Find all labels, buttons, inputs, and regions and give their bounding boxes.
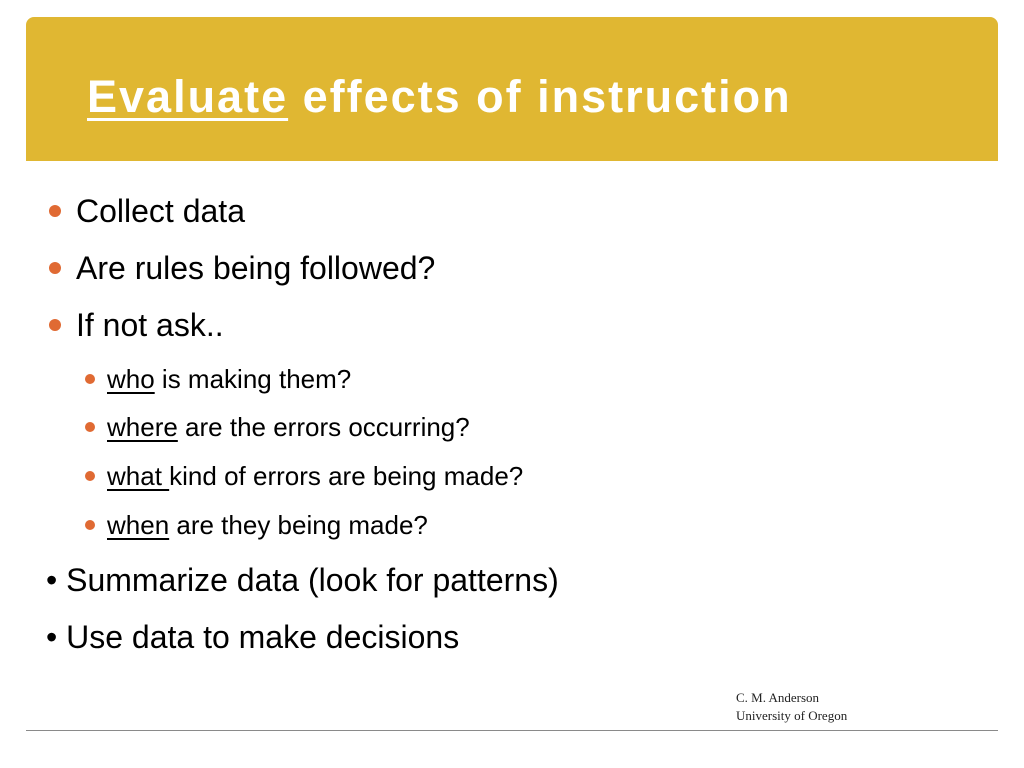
bullet-rules-followed	[76, 249, 435, 287]
author-credit	[736, 689, 847, 725]
bullet-if-not-ask	[76, 306, 224, 344]
sub-bullet-keyword: what	[107, 461, 170, 491]
sub-bullet-what	[107, 460, 523, 492]
bullet-text: Are rules being followed?	[76, 250, 436, 286]
sub-bullet-keyword: where	[107, 412, 178, 442]
sub-bullet-dot-icon	[85, 422, 95, 432]
bullet-text: If not ask..	[76, 307, 224, 343]
sub-bullet-text: kind of errors are being made?	[169, 461, 524, 491]
sub-bullet-dot-icon	[85, 471, 95, 481]
sub-bullet-when	[107, 509, 428, 541]
author-affiliation: University of Oregon	[736, 708, 848, 723]
bullet-dot-icon	[49, 262, 61, 274]
sub-bullet-who	[107, 363, 351, 395]
sub-bullet-text: are they being made?	[169, 510, 428, 540]
bullet-summarize-data	[46, 561, 559, 599]
sub-bullet-dot-icon	[85, 520, 95, 530]
sub-bullet-where	[107, 411, 470, 443]
bullet-text: • Use data to make decisions	[46, 619, 460, 655]
bullet-text: • Summarize data (look for patterns)	[46, 562, 559, 598]
bullet-dot-icon	[49, 205, 61, 217]
bullet-use-data	[46, 618, 459, 656]
title-link-evaluate[interactable]: Evaluate	[87, 71, 289, 122]
sub-bullet-keyword: when	[107, 510, 170, 540]
sub-bullet-text: is making them?	[154, 364, 352, 394]
bullet-dot-icon	[49, 319, 61, 331]
footer-divider	[26, 730, 998, 731]
bullet-text: Collect data	[76, 193, 245, 229]
bullet-collect-data	[76, 192, 245, 230]
author-name: C. M. Anderson	[736, 690, 820, 705]
sub-bullet-keyword: who	[107, 364, 155, 394]
sub-bullet-text: are the errors occurring?	[177, 412, 470, 442]
sub-bullet-dot-icon	[85, 374, 95, 384]
title-text: effects of instruction	[288, 71, 792, 122]
